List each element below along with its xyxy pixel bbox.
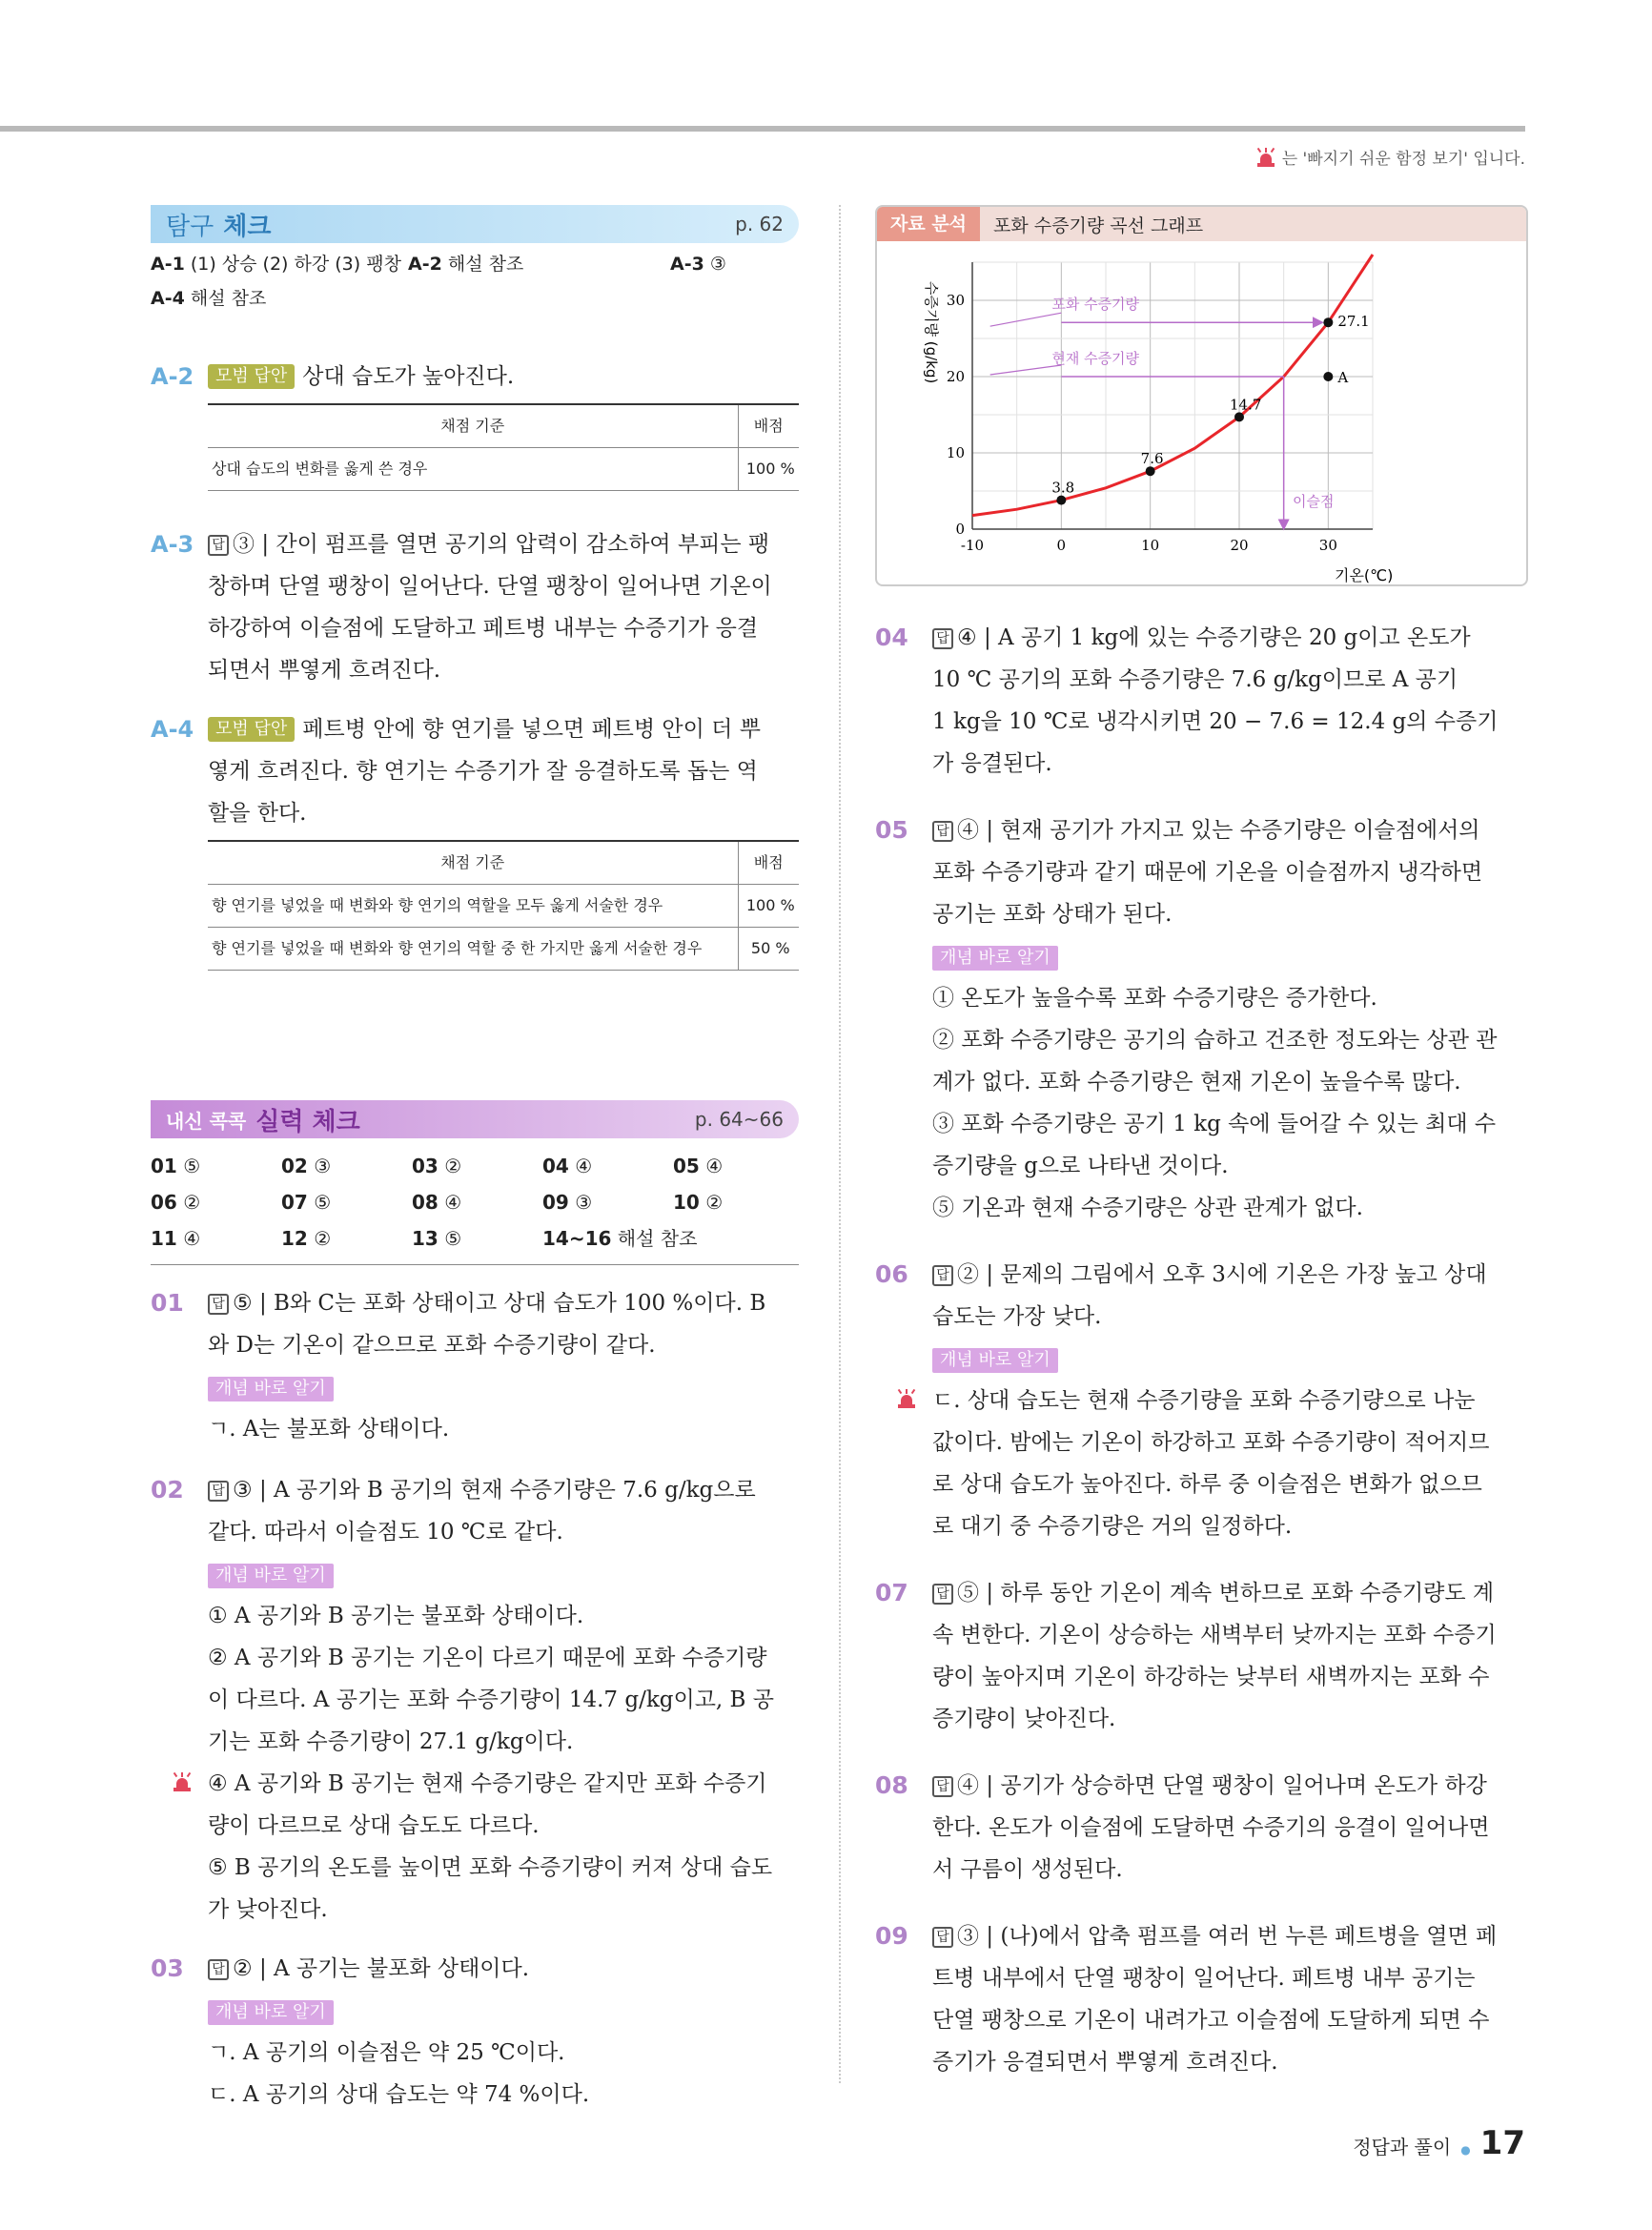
data-label: A: [1337, 369, 1349, 386]
q06-block: 06 답 ② | 문제의 그림에서 오후 3시에 기온은 가장 높고 상대 습도는 가장 낮다. 개념 바로 알기 ㄷ. 상대 습도는 현재 수증기량을 포화 수증기량으로 나눈 값이다. 밤에는 기온이 하강하고 포화 수증기량이 적어지므 로 상대 습도가 높아진다. 하루 중 이슬점은 변화가 없으므 로 대기 중 수증기량은 거의 일정하다.: [875, 1254, 1528, 1547]
a2-text: 상대 습도가 높아진다.: [302, 364, 515, 389]
q04-block: 04 답 ④ | A 공기 1 kg에 있는 수증기량은 20 g이고 온도가 10 ℃ 공기의 포화 수증기량은 7.6 g/kg이므로 A 공기 1 kg을 10 ℃로 냉각시키면 20 − 7.6 = 12.4 g의 수증기 가 응결된다.: [875, 617, 1528, 785]
q01-block: 01 답 ⑤ | B와 C는 포화 상태이고 상대 습도가 100 %이다. B 와 D는 기온이 같으므로 포화 수증기량이 같다. 개념 바로 알기 ㄱ. A는 불포화 상태이다.: [151, 1282, 799, 1450]
x-tick-label: -10: [960, 537, 985, 554]
q03-block: 03 답 ② | A 공기는 불포화 상태이다. 개념 바로 알기 ㄱ. A 공기의 이슬점은 약 25 ℃이다. ㄷ. A 공기의 상대 습도는 약 74 %이다.: [151, 1948, 799, 2116]
saturation-leader: [990, 313, 1062, 326]
current-leader: [990, 365, 1062, 375]
data-point: [1056, 496, 1066, 505]
q09-number: 09: [875, 1922, 908, 1950]
a2-number: A-2: [151, 363, 194, 390]
skill-check-bar: [151, 1100, 799, 1138]
data-label: 7.6: [1140, 450, 1164, 468]
a4-block: A-4 모범 답안 페트병 안에 향 연기를 넣으면 페트병 안이 더 뿌 옇게 흐려진다. 향 연기는 수증기가 잘 응결하도록 돕는 역 할을 한다. 채점 기준 배점 향 연기를 넣었을 때 변화와 향 연기의 역할을 모두 옳게 서술한 경우 100 % 향 연기를 넣었을 때 변화와 향 연기의 역할 중 한 가지만 옳게 서술한 경우 50 %: [151, 708, 799, 971]
a3-block: A-3 답 ③ | 간이 펌프를 열면 공기의 압력이 감소하여 부피는 팽 창하며 단열 팽창이 일어난다. 단열 팽창이 일어나면 기온이 하강하여 이슬점에 도달하고 페트병 내부는 수증기가 응결 되면서 뿌옇게 흐려진다.: [151, 523, 799, 691]
y-tick-label: 10: [946, 444, 965, 461]
data-analysis-box: [875, 205, 1528, 586]
siren-icon: [896, 1389, 917, 1408]
annotation-saturation: 포화 수증기량: [1051, 296, 1140, 314]
skill-check-pre: 내신 콕콕: [166, 1109, 247, 1133]
x-axis-label: 기온(℃): [1335, 566, 1394, 584]
a4-scoring-table: 채점 기준 배점 향 연기를 넣었을 때 변화와 향 연기의 역할을 모두 옳게 서술한 경우 100 % 향 연기를 넣었을 때 변화와 향 연기의 역할 중 한 가지만 옳게 서술한 경우 50 %: [208, 840, 799, 971]
data-point: [1146, 466, 1155, 476]
concept-tag: 개념 바로 알기: [932, 946, 1058, 971]
a3-number: A-3: [151, 531, 194, 558]
saturation-curve: [972, 255, 1373, 516]
right-column: [875, 205, 1528, 2083]
trap-note-text: 는 '빠지기 쉬운 함정 보기' 입니다.: [1281, 150, 1525, 169]
a2-block: [151, 356, 799, 491]
explore-check-title-b: 체크: [223, 212, 272, 241]
concept-tag: 개념 바로 알기: [932, 1348, 1058, 1373]
footer-label: 정답과 풀이: [1353, 2136, 1452, 2158]
data-point: [1323, 317, 1333, 327]
q08-number: 08: [875, 1771, 908, 1799]
skill-answer-grid: 01 ⑤ 02 ③ 03 ② 04 ④ 05 ④ 06 ② 07 ⑤ 08 ④ 09 ③ 10 ② 11 ④ 12 ② 13 ⑤ 14~16 해설 참조: [151, 1148, 799, 1265]
y-tick-label: 20: [946, 368, 965, 385]
page-footer: 정답과 풀이 ● 17: [1353, 2124, 1525, 2162]
annotation-dew-point: 이슬점: [1293, 493, 1335, 510]
q07-number: 07: [875, 1579, 908, 1606]
data-analysis-title: 포화 수증기량 곡선 그래프: [993, 215, 1204, 236]
data-point: [1323, 372, 1333, 381]
data-label: 3.8: [1051, 479, 1075, 497]
siren-icon: [172, 1772, 193, 1791]
q06-number: 06: [875, 1260, 908, 1288]
x-tick-label: 20: [1230, 537, 1249, 554]
left-column: [151, 205, 799, 2116]
q09-block: 09 답 ③ | (나)에서 압축 펌프를 여러 번 누른 페트병을 열면 페 트병 내부에서 단열 팽창이 일어난다. 페트병 내부 공기는 단열 팽창으로 기온이 내려가고 이슬점에 도달하게 되면 수 증기가 응결되면서 뿌옇게 흐려진다.: [875, 1915, 1528, 2083]
a4-number: A-4: [151, 716, 194, 743]
column-divider: [839, 205, 841, 2083]
skill-check-title: 실력 체크: [255, 1107, 360, 1136]
annotation-current: 현재 수증기량: [1051, 350, 1140, 367]
concept-tag: 개념 바로 알기: [208, 1377, 334, 1401]
q01-number: 01: [151, 1289, 184, 1317]
concept-tag: 개념 바로 알기: [208, 1564, 334, 1588]
data-label: 27.1: [1337, 313, 1370, 331]
q08-block: 08 답 ④ | 공기가 상승하면 단열 팽창이 일어나며 온도가 하강 한다. 온도가 이슬점에 도달하면 수증기의 응결이 일어나면 서 구름이 생성된다.: [875, 1765, 1528, 1891]
x-tick-label: 0: [1056, 537, 1067, 554]
model-answer-tag: 모범 답안: [208, 364, 295, 389]
q03-number: 03: [151, 1954, 184, 1982]
trap-note: [1255, 145, 1525, 169]
q02-number: 02: [151, 1476, 184, 1504]
x-tick-label: 30: [1318, 537, 1337, 554]
explore-check-title-a: 탐구: [166, 212, 214, 241]
y-tick-label: 0: [955, 521, 965, 538]
page-number: 17: [1479, 2124, 1525, 2162]
data-analysis-header: [877, 207, 1526, 241]
concept-tag: 개념 바로 알기: [208, 2000, 334, 2025]
q05-number: 05: [875, 816, 908, 844]
explore-check-page: p. 62: [735, 213, 784, 235]
q07-block: 07 답 ⑤ | 하루 동안 기온이 계속 변하므로 포화 수증기량도 계 속 변한다. 기온이 상승하는 새벽부터 낮까지는 포화 수증기 량이 높아지며 기온이 하강하는 낮부터 새벽까지는 포화 수 증기량이 낮아진다.: [875, 1572, 1528, 1740]
saturation-chart: [877, 243, 1526, 586]
skill-check-page: p. 64~66: [694, 1108, 784, 1131]
data-label: 14.7: [1230, 396, 1262, 414]
y-tick-label: 30: [946, 292, 965, 309]
model-answer-tag: 모범 답안: [208, 717, 295, 742]
x-tick-label: 10: [1141, 537, 1160, 554]
explore-check-bar: [151, 205, 799, 243]
siren-icon: [1255, 148, 1276, 167]
a2-scoring-table: 채점 기준 배점 상대 습도의 변화를 옳게 쓴 경우 100 %: [208, 403, 799, 491]
top-rule: [0, 126, 1525, 132]
data-point: [1234, 412, 1244, 421]
q04-number: 04: [875, 624, 908, 651]
q02-block: 02 답 ③ | A 공기와 B 공기의 현재 수증기량은 7.6 g/kg으로 같다. 따라서 이슬점도 10 ℃로 같다. 개념 바로 알기 ① A 공기와 B 공기는 불포화 상태이다. ② A 공기와 B 공기는 기온이 다르기 때문에 포화 수증기량 이 다르다. A 공기는 포화 수증기량이 14.7 g/kg이고, B 공 기는 포화 수증기량이 27.1 g/kg이다. ④ A 공기와 B 공기는 현재 수증기량은 같지만 포화 수증기 량이 다르므로 상대 습도도 다르다. ⑤ B 공기의 온도를 높이면 포화 수증기량이 커져 상대 습도 가 낮아진다.: [151, 1469, 799, 1931]
q05-block: 05 답 ④ | 현재 공기가 가지고 있는 수증기량은 이슬점에서의 포화 수증기량과 같기 때문에 기온을 이슬점까지 냉각하면 공기는 포화 상태가 된다. 개념 바로 알기 ① 온도가 높을수록 포화 수증기량은 증가한다. ② 포화 수증기량은 공기의 습하고 건조한 정도와는 상관 관 계가 없다. 포화 수증기량은 현재 기온이 높을수록 많다. ③ 포화 수증기량은 공기 1 kg 속에 들어갈 수 있는 최대 수 증기량을 g으로 나타낸 것이다. ⑤ 기온과 현재 수증기량은 상관 관계가 없다.: [875, 809, 1528, 1229]
data-analysis-label: 자료 분석: [877, 207, 980, 241]
y-axis-label: 수증기량 (g/kg): [923, 281, 940, 384]
explore-answers: A-1 (1) 상승 (2) 하강 (3) 팽창 A-2 해설 참조 A-3 ③ A-4 해설 참조: [151, 254, 726, 309]
